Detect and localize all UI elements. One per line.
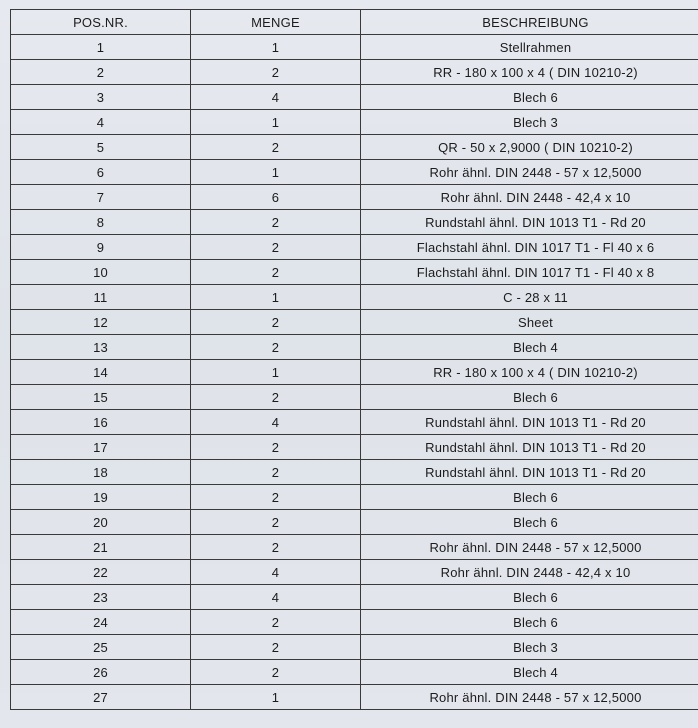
cell-pos-nr: 9 <box>11 235 191 260</box>
cell-menge: 2 <box>191 535 361 560</box>
table-row <box>11 210 698 235</box>
table-row <box>11 585 698 610</box>
header-beschreibung: BESCHREIBUNG <box>361 10 698 35</box>
table-row <box>11 360 698 385</box>
table-row <box>11 660 698 685</box>
cell-beschreibung: Stellrahmen <box>361 35 698 60</box>
cell-beschreibung: Rundstahl ähnl. DIN 1013 T1 - Rd 20 <box>361 210 698 235</box>
table-row <box>11 60 698 85</box>
cell-menge: 2 <box>191 460 361 485</box>
cell-beschreibung: Rundstahl ähnl. DIN 1013 T1 - Rd 20 <box>361 460 698 485</box>
cell-menge: 1 <box>191 360 361 385</box>
cell-menge: 4 <box>191 85 361 110</box>
cell-beschreibung: RR - 180 x 100 x 4 ( DIN 10210-2) <box>361 360 698 385</box>
cell-beschreibung: Blech 6 <box>361 585 698 610</box>
cell-pos-nr: 22 <box>11 560 191 585</box>
table-row <box>11 635 698 660</box>
cell-menge: 4 <box>191 410 361 435</box>
cell-menge: 4 <box>191 560 361 585</box>
cell-beschreibung: Rundstahl ähnl. DIN 1013 T1 - Rd 20 <box>361 435 698 460</box>
cell-pos-nr: 17 <box>11 435 191 460</box>
table-row <box>11 135 698 160</box>
cell-menge: 2 <box>191 385 361 410</box>
cell-pos-nr: 2 <box>11 60 191 85</box>
table-row <box>11 160 698 185</box>
table-row <box>11 260 698 285</box>
cell-pos-nr: 25 <box>11 635 191 660</box>
cell-beschreibung: Flachstahl ähnl. DIN 1017 T1 - Fl 40 x 6 <box>361 235 698 260</box>
cell-beschreibung: Blech 6 <box>361 385 698 410</box>
cell-beschreibung: Blech 6 <box>361 485 698 510</box>
cell-menge: 1 <box>191 685 361 710</box>
table-row <box>11 110 698 135</box>
header-menge: MENGE <box>191 10 361 35</box>
cell-pos-nr: 10 <box>11 260 191 285</box>
cell-beschreibung: Rohr ähnl. DIN 2448 - 42,4 x 10 <box>361 560 698 585</box>
cell-beschreibung: Blech 3 <box>361 635 698 660</box>
cell-menge: 6 <box>191 185 361 210</box>
table-row <box>11 85 698 110</box>
cell-menge: 2 <box>191 610 361 635</box>
cell-pos-nr: 14 <box>11 360 191 385</box>
cell-beschreibung: Rundstahl ähnl. DIN 1013 T1 - Rd 20 <box>361 410 698 435</box>
cell-menge: 1 <box>191 285 361 310</box>
cell-menge: 1 <box>191 35 361 60</box>
cell-pos-nr: 5 <box>11 135 191 160</box>
cell-pos-nr: 3 <box>11 85 191 110</box>
cell-beschreibung: QR - 50 x 2,9000 ( DIN 10210-2) <box>361 135 698 160</box>
cell-pos-nr: 11 <box>11 285 191 310</box>
cell-beschreibung: Rohr ähnl. DIN 2448 - 57 x 12,5000 <box>361 160 698 185</box>
cell-pos-nr: 24 <box>11 610 191 635</box>
cell-beschreibung: Rohr ähnl. DIN 2448 - 57 x 12,5000 <box>361 535 698 560</box>
cell-beschreibung: Blech 6 <box>361 610 698 635</box>
cell-menge: 2 <box>191 135 361 160</box>
cell-beschreibung: Sheet <box>361 310 698 335</box>
cell-menge: 1 <box>191 160 361 185</box>
table-header-row <box>11 10 698 35</box>
table-row <box>11 185 698 210</box>
cell-pos-nr: 8 <box>11 210 191 235</box>
cell-menge: 2 <box>191 260 361 285</box>
cell-pos-nr: 20 <box>11 510 191 535</box>
cell-pos-nr: 6 <box>11 160 191 185</box>
cell-menge: 2 <box>191 310 361 335</box>
table-row <box>11 510 698 535</box>
table-row <box>11 335 698 360</box>
table-row <box>11 685 698 710</box>
cell-beschreibung: Blech 4 <box>361 660 698 685</box>
cell-menge: 2 <box>191 335 361 360</box>
cell-menge: 2 <box>191 210 361 235</box>
table-row <box>11 385 698 410</box>
cell-beschreibung: Flachstahl ähnl. DIN 1017 T1 - Fl 40 x 8 <box>361 260 698 285</box>
cell-menge: 2 <box>191 485 361 510</box>
cell-pos-nr: 23 <box>11 585 191 610</box>
table-row <box>11 460 698 485</box>
table-row <box>11 235 698 260</box>
cell-pos-nr: 1 <box>11 35 191 60</box>
cell-menge: 2 <box>191 510 361 535</box>
cell-menge: 1 <box>191 110 361 135</box>
cell-beschreibung: Rohr ähnl. DIN 2448 - 42,4 x 10 <box>361 185 698 210</box>
cell-menge: 2 <box>191 660 361 685</box>
cell-pos-nr: 15 <box>11 385 191 410</box>
cell-pos-nr: 12 <box>11 310 191 335</box>
cell-menge: 2 <box>191 60 361 85</box>
cell-menge: 2 <box>191 235 361 260</box>
cell-beschreibung: C - 28 x 11 <box>361 285 698 310</box>
cell-beschreibung: Rohr ähnl. DIN 2448 - 57 x 12,5000 <box>361 685 698 710</box>
cell-beschreibung: Blech 6 <box>361 85 698 110</box>
header-pos-nr: POS.NR. <box>11 10 191 35</box>
table-row <box>11 310 698 335</box>
cell-beschreibung: Blech 4 <box>361 335 698 360</box>
cell-beschreibung: Blech 3 <box>361 110 698 135</box>
cell-pos-nr: 26 <box>11 660 191 685</box>
table-row <box>11 285 698 310</box>
cell-pos-nr: 7 <box>11 185 191 210</box>
cell-pos-nr: 27 <box>11 685 191 710</box>
cell-pos-nr: 18 <box>11 460 191 485</box>
table-row <box>11 535 698 560</box>
bill-of-materials-table <box>10 9 698 710</box>
cell-pos-nr: 19 <box>11 485 191 510</box>
table-row <box>11 410 698 435</box>
cell-menge: 2 <box>191 435 361 460</box>
cell-pos-nr: 4 <box>11 110 191 135</box>
cell-pos-nr: 13 <box>11 335 191 360</box>
cell-menge: 4 <box>191 585 361 610</box>
table-row <box>11 560 698 585</box>
table-row <box>11 435 698 460</box>
cell-beschreibung: RR - 180 x 100 x 4 ( DIN 10210-2) <box>361 60 698 85</box>
table-row <box>11 485 698 510</box>
cell-pos-nr: 16 <box>11 410 191 435</box>
table-row <box>11 35 698 60</box>
cell-beschreibung: Blech 6 <box>361 510 698 535</box>
cell-menge: 2 <box>191 635 361 660</box>
cell-pos-nr: 21 <box>11 535 191 560</box>
table-row <box>11 610 698 635</box>
